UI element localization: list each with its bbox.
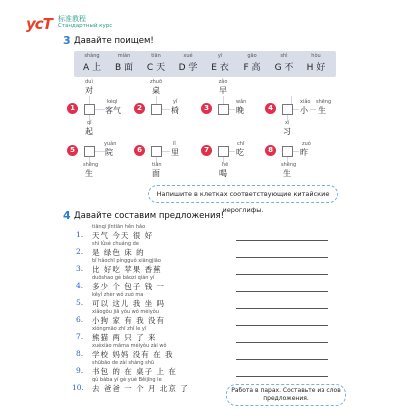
sentence-pinyin: bǐ hǎochī píngguǒ xiāngjiāo: [92, 258, 161, 264]
sentence-words: 小狗 家 有 我 没有: [92, 316, 166, 325]
sentence-pinyin: duōshao gè bāozi qián yí: [92, 275, 155, 281]
instruction-note-3: Напишите в клетках соответствующие китайские иероглифы.: [148, 185, 338, 203]
bottom-pinyin: tiān: [152, 162, 162, 168]
sentence-words: 熊猫 两 只 了 来: [92, 333, 157, 342]
sentence-pinyin: xuéxiào māma méiyǒu zài wǒ: [92, 343, 167, 349]
bottom-char: 面: [152, 169, 160, 178]
item-number: 8: [265, 145, 276, 156]
bottom-pinyin: shēng: [83, 162, 99, 168]
right-pinyin: kèqi: [107, 99, 118, 105]
key-cell: shàng A 上: [82, 53, 102, 73]
sentence-words: 比 好吃 苹果 香蕉: [92, 265, 162, 274]
top-pinyin: zhuō: [149, 79, 163, 85]
section-4-number: 4: [63, 209, 71, 222]
sentence-pinyin: kěyǐ zhèr wǒ zuò ma: [92, 292, 144, 298]
answer-line[interactable]: [236, 325, 328, 326]
item-number: 5: [67, 145, 78, 156]
sentence-number: 6.: [76, 315, 84, 324]
answer-line[interactable]: [236, 291, 328, 292]
right-pinyin: wǎn: [236, 99, 247, 105]
right-char: 院: [105, 148, 113, 157]
item-number: 7: [201, 145, 212, 156]
sentence-pinyin: tiānqì jīntiān hěn hǎo: [92, 224, 146, 230]
right-pinyin: shēng: [316, 99, 332, 105]
bottom-char: 生: [283, 169, 291, 178]
bottom-char: 起: [85, 127, 93, 136]
answer-square[interactable]: [282, 104, 293, 115]
right-char: 晚: [236, 106, 244, 115]
sentence-words: 学校 妈妈 没有 在 我: [92, 350, 174, 359]
right-char: 吃: [236, 148, 244, 157]
answer-square[interactable]: [151, 104, 162, 115]
right-pinyin: chī: [237, 141, 245, 147]
bottom-pinyin: xí: [285, 120, 290, 126]
sentence-pinyin: shūbāo de zài shàng shū: [92, 360, 155, 366]
right-pinyin: xiǎo: [300, 99, 311, 105]
bottom-pinyin: shēng: [281, 162, 297, 168]
instruction-note-4: Работа в парах. Составьте из слов предложения.: [226, 384, 346, 406]
right-char: 椅: [171, 106, 179, 115]
key-cell: gāo F 高: [243, 53, 261, 73]
answer-line[interactable]: [236, 308, 328, 309]
subtitle-ru: Стандартный курс: [58, 23, 113, 29]
answer-line[interactable]: [236, 240, 328, 241]
character-key-strip: [74, 51, 336, 77]
sentence-number: 1.: [76, 230, 84, 239]
right-pinyin: zuó: [302, 141, 311, 147]
subtitle-cn: 标准教程: [58, 15, 86, 23]
right-pinyin: yuàn: [104, 141, 117, 147]
answer-square[interactable]: [282, 146, 293, 157]
answer-square[interactable]: [218, 104, 229, 115]
key-cell: xué D 学: [178, 53, 198, 73]
sentence-number: 5.: [76, 298, 84, 307]
sentence-pinyin: xióngmāo zhī zhǐ le yī: [92, 326, 147, 332]
top-char: 桌: [152, 86, 160, 95]
sentence-words: 多少 个 包子 钱 一: [92, 282, 166, 291]
logo: ycT: [26, 15, 52, 33]
bottom-pinyin: hē: [222, 162, 229, 168]
bottom-pinyin: qǐ: [87, 120, 92, 126]
item-number: 1: [67, 103, 78, 114]
answer-line[interactable]: [236, 274, 328, 275]
sentence-words: 去 爸爸 一 个 月 北京 了: [92, 384, 189, 393]
key-cell: shì G 不: [274, 53, 294, 73]
sentence-pinyin: qù bàba yí gè yuè Běijīng le: [92, 377, 162, 383]
answer-square[interactable]: [151, 146, 162, 157]
key-cell: hòu H 好: [306, 53, 326, 73]
sentence-number: 3.: [76, 264, 84, 273]
sentence-pinyin: xiǎogǒu jiā yǒu wǒ méiyǒu: [92, 309, 159, 315]
right-char: 生: [318, 106, 326, 115]
section-4-title: Давайте составим предложения!: [74, 211, 225, 221]
sentence-number: 10.: [72, 383, 84, 392]
item-number: 2: [134, 103, 145, 114]
sentence-words: 是 绿色 床 的: [92, 248, 145, 257]
sentence-number: 9.: [76, 366, 84, 375]
key-cell: yī E 衣: [211, 53, 229, 73]
top-pinyin: duì: [85, 79, 93, 85]
sentence-number: 7.: [76, 332, 84, 341]
top-pinyin: zǎo: [218, 79, 228, 85]
sentence-pinyin: shì lǜsè chuáng de: [92, 241, 139, 247]
sentence-number: 4.: [76, 281, 84, 290]
right-char: 昨: [300, 148, 308, 157]
sentence-number: 2.: [76, 247, 84, 256]
section-3-number: 3: [63, 34, 71, 47]
item-number: 6: [134, 145, 145, 156]
answer-square[interactable]: [218, 146, 229, 157]
right-char: 里: [171, 148, 179, 157]
section-3-title: Давайте поищем!: [74, 36, 154, 46]
item-number: 3: [201, 103, 212, 114]
bottom-char: 喝: [219, 169, 227, 178]
answer-line[interactable]: [236, 359, 328, 360]
answer-square[interactable]: [84, 104, 95, 115]
top-char: 对: [85, 86, 93, 95]
right-char: 小: [300, 106, 308, 115]
bottom-char: 习: [283, 127, 291, 136]
bottom-char: 生: [85, 169, 93, 178]
right-pinyin: lǐ: [173, 141, 176, 147]
answer-line[interactable]: [236, 376, 328, 377]
sentence-words: 书包 的 在 桌子 上 在: [92, 367, 177, 376]
key-cell: tiān C 天: [146, 53, 166, 73]
key-cell: miàn B 面: [114, 53, 134, 73]
item-number: 4: [265, 103, 276, 114]
right-pinyin: yǐ: [173, 99, 178, 105]
sentence-words: 可以 这儿 我 坐 吗: [92, 299, 166, 308]
answer-square[interactable]: [84, 146, 95, 157]
right-char: 客气: [105, 106, 121, 115]
sentence-number: 8.: [76, 349, 84, 358]
answer-line[interactable]: [236, 257, 328, 258]
sentence-words: 天气 今天 很 好: [92, 231, 154, 240]
top-char: 早: [219, 86, 227, 95]
answer-line[interactable]: [236, 342, 328, 343]
